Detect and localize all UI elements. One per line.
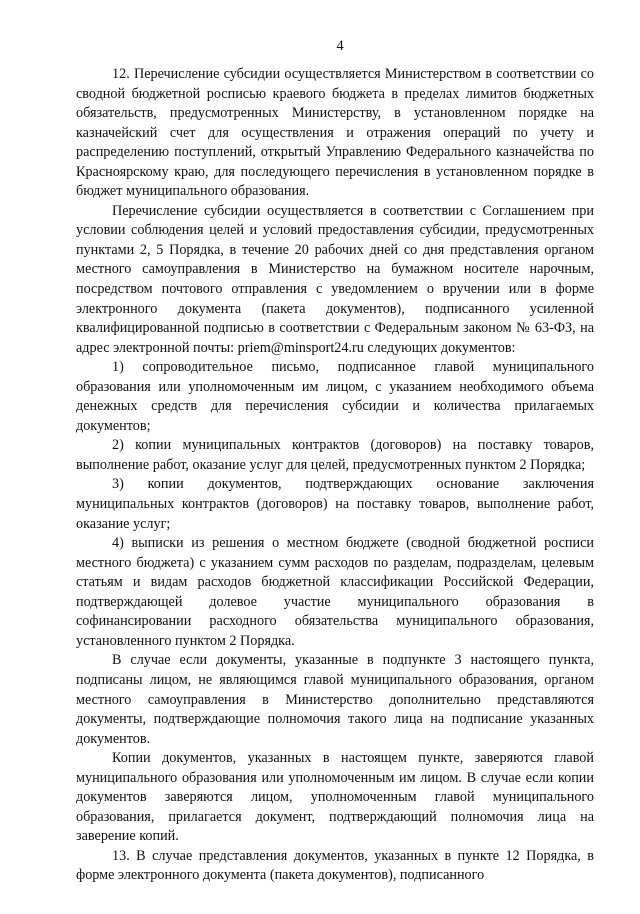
- paragraph-subsidy-transfer-conditions: Перечисление субсидии осуществляется в соответствии с Соглашением при условии соблюдения целей и условий предоставления субсидии, предусмотренных пунктами 2, 5 Порядка, в течение 20 рабочих дней со дня представления органом местного самоуправления в Министерство на бумажном носителе нарочным, посредством почтового отправления с уведомлением о вручении или в форме электронного документа (пакета документов), подписанного усиленной квалифицированной подписью в соответствии с Федеральным законом № 63-ФЗ, на адрес электронной почты: priem@minsport24.ru следующих документов:: [76, 202, 594, 356]
- page-number: 4: [336, 38, 344, 54]
- paragraph-13: 13. В случае представления документов, указанных в пункте 12 Порядка, в форме электронного документа (пакета документов), подписанного: [76, 847, 594, 884]
- list-item-4-budget-extracts: 4) выписки из решения о местном бюджете (сводной бюджетной росписи местного бюджета) с указанием сумм расходов по разделам, подразделам, целевым статьям и видам расходов бюджетной классификации Российской Федерации, подтверждающей долевое участие муниципального образования в софинансировании расходного обязательства муниципального образования, установленного пунктом 2 Порядка.: [76, 535, 594, 649]
- list-item-2-contract-copies: 2) копии муниципальных контрактов (договоров) на поставку товаров, выполнение работ, оказание услуг для целей, предусмотренных пунктом 2 Порядка;: [76, 437, 594, 473]
- paragraph-12: 12. Перечисление субсидии осуществляется Министерством в соответствии со сводной бюджетной росписью краевого бюджета в пределах лимитов бюджетных обязательств, предусмотренных Министерству, в установленном порядке на казначейский счет для осуществления и отражения операций по учету и распределению поступлений, открытый Управлению Федерального казначейства по Красноярскому краю, для последующего перечисления в установленном порядке в бюджет муниципального образования.: [76, 66, 594, 200]
- paragraph-copy-certification: Копии документов, указанных в настоящем пункте, заверяются главой муниципального образования или уполномоченным им лицом. В случае если копии документов заверяются лицом, уполномоченным главой муниципального образования, прилагается документ, подтверждающий полномочия лица на заверение копий.: [76, 750, 594, 845]
- paragraph-signatory-authority: В случае если документы, указанные в подпункте 3 настоящего пункта, подписаны лицом, не являющимся главой муниципального образования, органом местного самоуправления в Министерство дополнительно представляются документы, подтверждающие полномочия такого лица на подписание указанных документов.: [76, 652, 594, 747]
- list-item-1-cover-letter: 1) сопроводительное письмо, подписанное главой муниципального образования или уполномоченным им лицом, с указанием необходимого объема денежных средств для перечисления субсидии и количества прилагаемых документов;: [76, 359, 594, 434]
- list-item-3-supporting-documents: 3) копии документов, подтверждающих основание заключения муниципальных контрактов (договоров) на поставку товаров, выполнение работ, оказание услуг;: [76, 476, 594, 532]
